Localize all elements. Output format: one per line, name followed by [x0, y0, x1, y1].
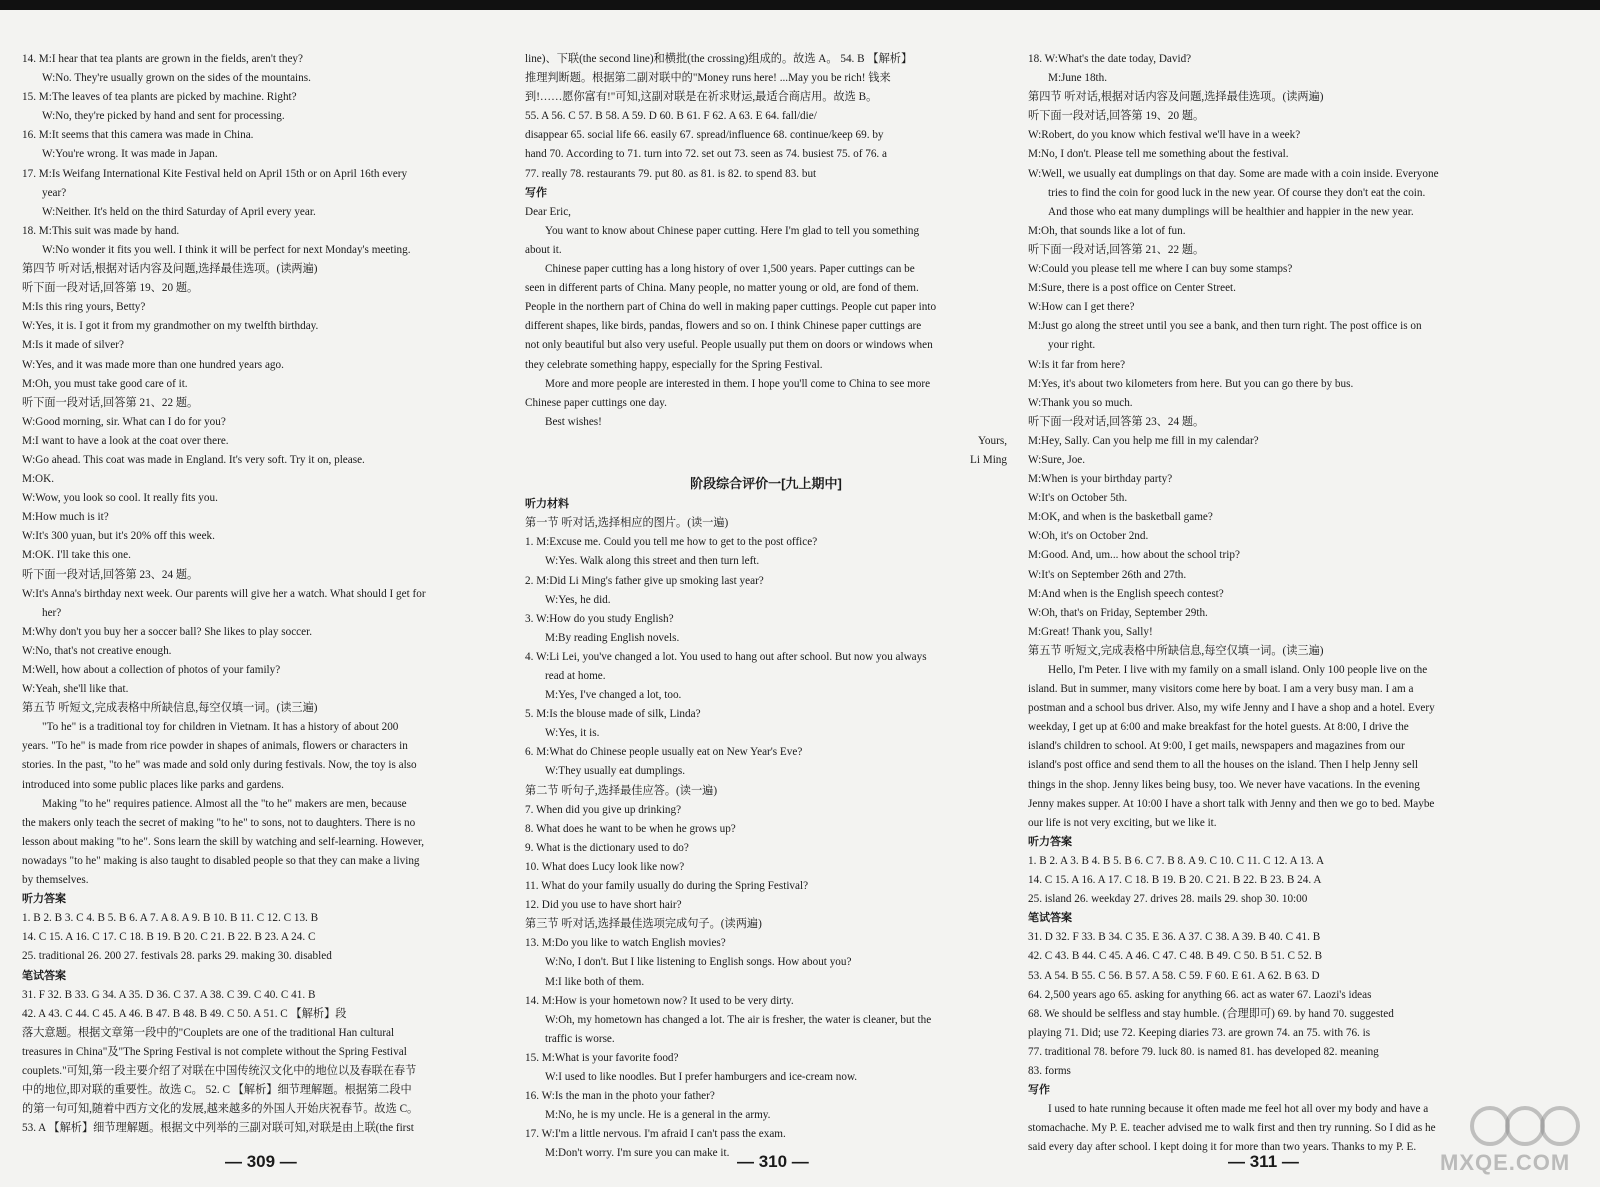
text-line: 12. Did you use to have short hair? — [525, 899, 682, 912]
text-line: her? — [42, 606, 62, 619]
text-line: 15. M:The leaves of tea plants are picked by machine. Right? — [22, 91, 297, 104]
text-line: M:OK. I'll take this one. — [22, 549, 131, 562]
text-line: M:OK. — [22, 473, 55, 486]
text-line: I used to hate running because it often made me feel hot all over my body and have a — [1048, 1103, 1429, 1116]
text-line: Jenny makes supper. At 10:00 I have a short talk with Jenny and then we go to bed. Maybe — [1028, 797, 1435, 810]
text-line: 的第一句可知,随着中西方文化的发展,越来越多的外国人开始庆祝春节。故选 C。 — [22, 1103, 419, 1116]
text-line: island's post office and send them to all the houses on the island. Then I help Jenny sell — [1028, 759, 1418, 772]
watermark-logo — [1420, 1098, 1590, 1184]
text-line: Chinese paper cutting has a long history of over 1,500 years. Paper cuttings can be — [545, 263, 915, 276]
text-line: 1. B 2. B 3. C 4. B 5. B 6. A 7. A 8. A 9. B 10. B 11. C 12. C 13. B — [22, 912, 319, 925]
text-line: stomachache. My P. E. teacher advised me to walk first and then try running. So I did as he — [1028, 1122, 1436, 1135]
section-heading: 听力材料 — [525, 498, 569, 511]
text-line: People in the northern part of China do well in making paper cuttings. People cut paper into — [525, 301, 937, 314]
text-line: W:I used to like noodles. But I prefer hamburgers and ice-cream now. — [545, 1070, 858, 1083]
text-line: 53. A 54. B 55. C 56. B 57. A 58. C 59. F 60. E 61. A 62. B 63. D — [1028, 969, 1320, 982]
text-line: W:Is it far from here? — [1028, 358, 1126, 371]
text-line: 13. M:Do you like to watch English movies? — [525, 937, 726, 950]
text-line: Best wishes! — [545, 415, 602, 428]
text-line: 听下面一段对话,回答第 21、22 题。 — [22, 396, 199, 409]
text-line: stories. In the past, "to he" was made and sold only during festivals. Now, the toy is also — [22, 759, 417, 772]
text-line: island. But in summer, many visitors come here by boat. I am a very busy man. I am a — [1028, 683, 1414, 696]
text-line: introduced into some public places like parks and gardens. — [22, 778, 284, 791]
text-line: M:I want to have a look at the coat over there. — [22, 434, 229, 447]
section-heading: 写作 — [1028, 1084, 1050, 1097]
text-line: M:I like both of them. — [545, 975, 645, 988]
text-line: 第二节 听句子,选择最佳应答。(读一遍) — [525, 784, 718, 797]
text-line: 10. What does Lucy look like now? — [525, 860, 685, 873]
text-line: 中的地位,即对联的重要性。故选 C。 52. C 【解析】细节理解题。根据第二段中 — [22, 1084, 412, 1097]
text-line: W:Oh, my hometown has changed a lot. The air is fresher, the water is cleaner, but the — [545, 1013, 932, 1026]
text-line: W:Yes, he did. — [545, 593, 611, 606]
text-line: 8. What does he want to be when he grows up? — [525, 822, 736, 835]
text-line: 第四节 听对话,根据对话内容及问题,选择最佳选项。(读两遍) — [1028, 91, 1324, 104]
text-line: line)、下联(the second line)和横批(the crossing)组成的。故选 A。 54. B 【解析】 — [525, 53, 913, 65]
text-line: W:Robert, do you know which festival we'll have in a week? — [1028, 129, 1301, 142]
text-line: 16. W:Is the man in the photo your father? — [525, 1090, 715, 1103]
text-line: 25. island 26. weekday 27. drives 28. mails 29. shop 30. 10:00 — [1028, 893, 1308, 906]
text-line: M:Well, how about a collection of photos of your family? — [22, 664, 281, 676]
text-line: 83. forms — [1028, 1064, 1071, 1077]
text-line: W:No, that's not creative enough. — [22, 644, 172, 657]
section-heading: 听力答案 — [22, 893, 66, 906]
text-line: 53. A 【解析】细节理解题。根据文中列举的三副对联可知,对联是由上联(the first — [22, 1122, 414, 1135]
watermark-emblem-icon — [1470, 1100, 1580, 1152]
text-line: 7. When did you give up drinking? — [525, 803, 682, 816]
text-line: 听下面一段对话,回答第 23、24 题。 — [1028, 415, 1205, 428]
watermark-text: MXQE.COM — [1440, 1150, 1571, 1175]
text-line: W:Yes, and it was made more than one hundred years ago. — [22, 358, 284, 371]
text-line: 55. A 56. C 57. B 58. A 59. D 60. B 61. F 62. A 63. E 64. fall/die/ — [525, 110, 817, 123]
text-line: 第五节 听短文,完成表格中所缺信息,每空仅填一词。(读三遍) — [1028, 644, 1324, 657]
text-line: by themselves. — [22, 874, 89, 887]
text-line: 9. What is the dictionary used to do? — [525, 841, 689, 854]
text-line: 14. C 15. A 16. A 17. C 18. B 19. B 20. C 21. B 22. B 23. B 24. A — [1028, 874, 1322, 887]
text-line: W:It's 300 yuan, but it's 20% off this week. — [22, 530, 215, 543]
text-line: M:Hey, Sally. Can you help me fill in my calendar? — [1028, 434, 1259, 447]
text-line: tries to find the coin for good luck in the new year. Of course they don't eat the coin. — [1048, 186, 1426, 199]
text-line: 第一节 听对话,选择相应的图片。(读一遍) — [525, 517, 729, 530]
page-311-column — [1028, 50, 1512, 1157]
text-line: M:How much is it? — [22, 511, 109, 524]
text-line: W:Neither. It's held on the third Saturday of April every year. — [42, 205, 316, 218]
text-line: 17. W:I'm a little nervous. I'm afraid I can't pass the exam. — [525, 1128, 786, 1141]
text-line: You want to know about Chinese paper cutting. Here I'm glad to tell you something — [545, 224, 920, 237]
text-line: More and more people are interested in them. I hope you'll come to China to see more — [545, 377, 931, 390]
text-line: 11. What do your family usually do during the Spring Festival? — [525, 880, 809, 893]
text-line: playing 71. Did; use 72. Keeping diaries 73. are grown 74. an 75. with 76. is — [1028, 1026, 1371, 1039]
text-line: "To he" is a traditional toy for children in Vietnam. It has a history of about 200 — [42, 721, 399, 734]
section-title: 阶段综合评价一[九上期中] — [690, 476, 842, 492]
text-line: 2. M:Did Li Ming's father give up smoking last year? — [525, 574, 764, 587]
text-line: W:It's Anna's birthday next week. Our parents will give her a watch. What should I get for — [22, 587, 426, 600]
text-line: island's children to school. At 9:00, I get mails, newspapers and magazines from our — [1028, 740, 1405, 753]
text-line: 听下面一段对话,回答第 19、20 题。 — [1028, 110, 1205, 123]
text-line: Yours, — [977, 434, 1007, 447]
text-line: 3. W:How do you study English? — [525, 612, 674, 625]
page-number-309: — 309 — — [225, 1152, 297, 1171]
text-line: 4. W:Li Lei, you've changed a lot. You used to hang out after school. But now you always — [525, 650, 927, 663]
text-line: traffic is worse. — [545, 1032, 615, 1045]
text-line: M:Is this ring yours, Betty? — [22, 301, 146, 314]
text-line: W:It's on September 26th and 27th. — [1028, 568, 1187, 581]
text-line: Hello, I'm Peter. I live with my family on a small island. Only 100 people live on the — [1048, 664, 1428, 676]
text-line: W:Yes, it is. I got it from my grandmother on my twelfth birthday. — [22, 320, 319, 333]
text-line: 31. F 32. B 33. G 34. A 35. D 36. C 37. A 38. C 39. C 40. C 41. B — [22, 988, 316, 1001]
text-line: M:Just go along the street until you see a bank, and then turn right. The post office is on — [1028, 320, 1422, 333]
text-line: things in the shop. Jenny likes being busy, too. We never have vacations. In the evening — [1028, 778, 1420, 791]
text-line: W:Yeah, she'll like that. — [22, 683, 129, 696]
text-line: M:When is your birthday party? — [1028, 473, 1173, 486]
text-line: M:And when is the English speech contest? — [1028, 587, 1224, 600]
text-line: W:No, I don't. But I like listening to English songs. How about you? — [545, 956, 852, 969]
text-line: W:No wonder it fits you well. I think it will be perfect for next Monday's meeting. — [42, 243, 411, 256]
text-line: W:Sure, Joe. — [1028, 453, 1086, 466]
top-border — [0, 0, 1600, 10]
text-line: M:OK, and when is the basketball game? — [1028, 511, 1213, 524]
text-line: our life is not very exciting, but we like it. — [1028, 816, 1217, 829]
section-heading: 听力答案 — [1028, 835, 1072, 848]
text-line: 42. A 43. C 44. C 45. A 46. B 47. B 48. B 49. C 50. A 51. C 【解析】段 — [22, 1007, 347, 1020]
text-line: 64. 2,500 years ago 65. asking for anything 66. act as water 67. Laozi's ideas — [1028, 988, 1372, 1001]
text-line: M:Don't worry. I'm sure you can make it. — [545, 1147, 730, 1160]
text-line: 31. D 32. F 33. B 34. C 35. E 36. A 37. C 38. A 39. B 40. C 41. B — [1028, 931, 1321, 944]
text-line: the makers only teach the secret of making "to he" to sons, not to daughters. There is no — [22, 816, 416, 829]
text-line: 听下面一段对话,回答第 19、20 题。 — [22, 282, 199, 295]
text-line: M:June 18th. — [1048, 72, 1108, 85]
text-line: 77. traditional 78. before 79. luck 80. is named 81. has developed 82. meaning — [1028, 1045, 1379, 1058]
text-line: 第五节 听短文,完成表格中所缺信息,每空仅填一词。(读三遍) — [22, 702, 318, 715]
text-line: W:Yes, it is. — [545, 727, 600, 740]
text-line: M:Good. And, um... how about the school trip? — [1028, 549, 1240, 562]
text-line: 18. M:This suit was made by hand. — [22, 224, 180, 237]
text-line: different shapes, like birds, pandas, flowers and so on. I think Chinese paper cuttings are — [525, 320, 922, 333]
text-line: they celebrate something happy, especially for the Spring Festival. — [525, 358, 823, 371]
text-line: M:No, he is my uncle. He is a general in the army. — [545, 1109, 771, 1122]
text-line: 第四节 听对话,根据对话内容及问题,选择最佳选项。(读两遍) — [22, 263, 318, 276]
text-line: year? — [42, 186, 67, 199]
section-heading: 笔试答案 — [22, 969, 66, 982]
text-line: your right. — [1048, 339, 1096, 352]
text-line: said every day after school. I kept doing it for more than two years. Thanks to my P. E. — [1028, 1141, 1417, 1154]
text-line: 6. M:What do Chinese people usually eat on New Year's Eve? — [525, 746, 803, 759]
text-line: W:Oh, it's on October 2nd. — [1028, 530, 1149, 543]
text-line: W:They usually eat dumplings. — [545, 765, 686, 778]
text-line: M:Yes, it's about two kilometers from here. But you can go there by bus. — [1028, 377, 1354, 390]
text-line: 15. M:What is your favorite food? — [525, 1051, 679, 1064]
text-line: W:Go ahead. This coat was made in England. It's very soft. Try it on, please. — [22, 453, 365, 466]
section-heading: 笔试答案 — [1028, 912, 1072, 925]
text-line: 14. M:I hear that tea plants are grown in the fields, aren't they? — [22, 53, 303, 65]
text-line: 落大意题。根据文章第一段中的"Couplets are one of the traditional Han cultural — [22, 1026, 395, 1039]
text-line: W:Good morning, sir. What can I do for you? — [22, 415, 226, 428]
text-line: 第三节 听对话,选择最佳选项完成句子。(读两遍) — [525, 918, 762, 931]
text-line: And those who eat many dumplings will be healthier and happier in the new year. — [1048, 205, 1414, 218]
text-line: M:No, I don't. Please tell me something about the festival. — [1028, 148, 1289, 161]
text-line: W:Well, we usually eat dumplings on that day. Some are made with a coin inside. Everyone — [1028, 167, 1439, 180]
text-line: Li Ming — [970, 453, 1007, 466]
text-line: M:Great! Thank you, Sally! — [1028, 625, 1153, 638]
text-line: M:Sure, there is a post office on Center Street. — [1028, 282, 1236, 295]
text-line: 77. really 78. restaurants 79. put 80. as 81. is 82. to spend 83. but — [525, 167, 817, 180]
text-line: W:It's on October 5th. — [1028, 492, 1128, 505]
text-line: 到!……愿你富有!"可知,这副对联是在祈求财运,最适合商店用。故选 B。 — [525, 91, 878, 104]
text-line: M:By reading English novels. — [545, 631, 680, 644]
text-line: hand 70. According to 71. turn into 72. set out 73. seen as 74. busiest 75. of 76. a — [525, 148, 887, 161]
text-line: 推理判断题。根据第二副对联中的"Money runs here! ...May you be rich! 钱来 — [525, 72, 891, 85]
text-line: W:Thank you so much. — [1028, 396, 1133, 409]
text-line: 听下面一段对话,回答第 21、22 题。 — [1028, 243, 1205, 256]
text-line: 25. traditional 26. 200 27. festivals 28. parks 29. making 30. disabled — [22, 950, 332, 963]
text-line: lesson about making "to he". Sons learn the skill by watching and self-learning. However, — [22, 835, 425, 848]
text-line: Dear Eric, — [525, 205, 571, 218]
text-line: nowadays "to he" making is also taught to disabled people so that they can make a living — [22, 854, 420, 867]
page-310-column — [525, 50, 1007, 1163]
section-heading: 写作 — [525, 186, 547, 199]
text-line: 17. M:Is Weifang International Kite Festival held on April 15th or on April 16th every — [22, 167, 408, 180]
text-line: 5. M:Is the blouse made of silk, Linda? — [525, 708, 701, 721]
text-line: 68. We should be selfless and stay humble. (合理即可) 69. by hand 70. suggested — [1028, 1007, 1394, 1020]
text-line: Chinese paper cuttings one day. — [525, 396, 667, 409]
text-line: Making "to he" requires patience. Almost all the "to he" makers are men, because — [42, 797, 407, 810]
text-line: W:No. They're usually grown on the sides of the mountains. — [42, 72, 311, 85]
text-line: 14. M:How is your hometown now? It used to be very dirty. — [525, 994, 794, 1007]
text-line: not only beautiful but also very useful. People usually put them on doors or windows when — [525, 339, 933, 352]
text-line: M:Is it made of silver? — [22, 339, 124, 352]
text-line: 16. M:It seems that this camera was made in China. — [22, 129, 254, 142]
text-line: W:Wow, you look so cool. It really fits you. — [22, 492, 218, 505]
text-line: W:Yes. Walk along this street and then turn left. — [545, 555, 760, 568]
text-line: M:Yes, I've changed a lot, too. — [545, 689, 682, 702]
text-line: 听下面一段对话,回答第 23、24 题。 — [22, 568, 199, 581]
text-line: read at home. — [545, 670, 606, 682]
text-line: M:Oh, that sounds like a lot of fun. — [1028, 224, 1186, 237]
page-number-310: — 310 — — [737, 1152, 809, 1171]
page-number-311: — 311 — — [1228, 1152, 1299, 1171]
text-line: M:Why don't you buy her a soccer ball? She likes to play soccer. — [22, 625, 313, 638]
text-line: postman and a school bus driver. Also, my wife Jenny and I have a shop and a hotel. Every — [1028, 702, 1435, 715]
text-line: 14. C 15. A 16. C 17. C 18. B 19. B 20. C 21. B 22. B 23. A 24. C — [22, 931, 316, 944]
text-line: 1. M:Excuse me. Could you tell me how to get to the post office? — [525, 536, 818, 549]
text-line: W:How can I get there? — [1028, 301, 1135, 314]
text-line: M:Oh, you must take good care of it. — [22, 377, 188, 390]
text-line: about it. — [525, 243, 562, 256]
text-line: W:You're wrong. It was made in Japan. — [42, 148, 218, 161]
text-line: W:Could you please tell me where I can buy some stamps? — [1028, 263, 1293, 276]
text-line: W:Oh, that's on Friday, September 29th. — [1028, 606, 1208, 619]
text-line: 42. C 43. B 44. C 45. A 46. C 47. C 48. B 49. C 50. B 51. C 52. B — [1028, 950, 1323, 963]
text-line: seen in different parts of China. Many people, no matter young or old, are fond of them. — [525, 282, 919, 295]
text-line: 18. W:What's the date today, David? — [1028, 53, 1192, 65]
text-line: 1. B 2. A 3. B 4. B 5. B 6. C 7. B 8. A 9. C 10. C 11. C 12. A 13. A — [1028, 854, 1325, 867]
text-line: years. "To he" is made from rice powder in shapes of animals, flowers or characters in — [22, 740, 408, 753]
text-line: disappear 65. social life 66. easily 67. spread/influence 68. continue/keep 69. by — [525, 129, 884, 142]
text-line: weekday, I get up at 6:00 and make breakfast for the hotel guests. At 8:00, I drive the — [1028, 721, 1409, 734]
text-line: treasures in China"及"The Spring Festival is not complete without the Spring Festival — [22, 1045, 407, 1058]
text-line: couplets."可知,第一段主要介绍了对联在中国传统汉文化中的地位以及春联在春节 — [22, 1064, 417, 1077]
page-309-column — [22, 50, 508, 1138]
text-line: W:No, they're picked by hand and sent for processing. — [42, 110, 285, 123]
